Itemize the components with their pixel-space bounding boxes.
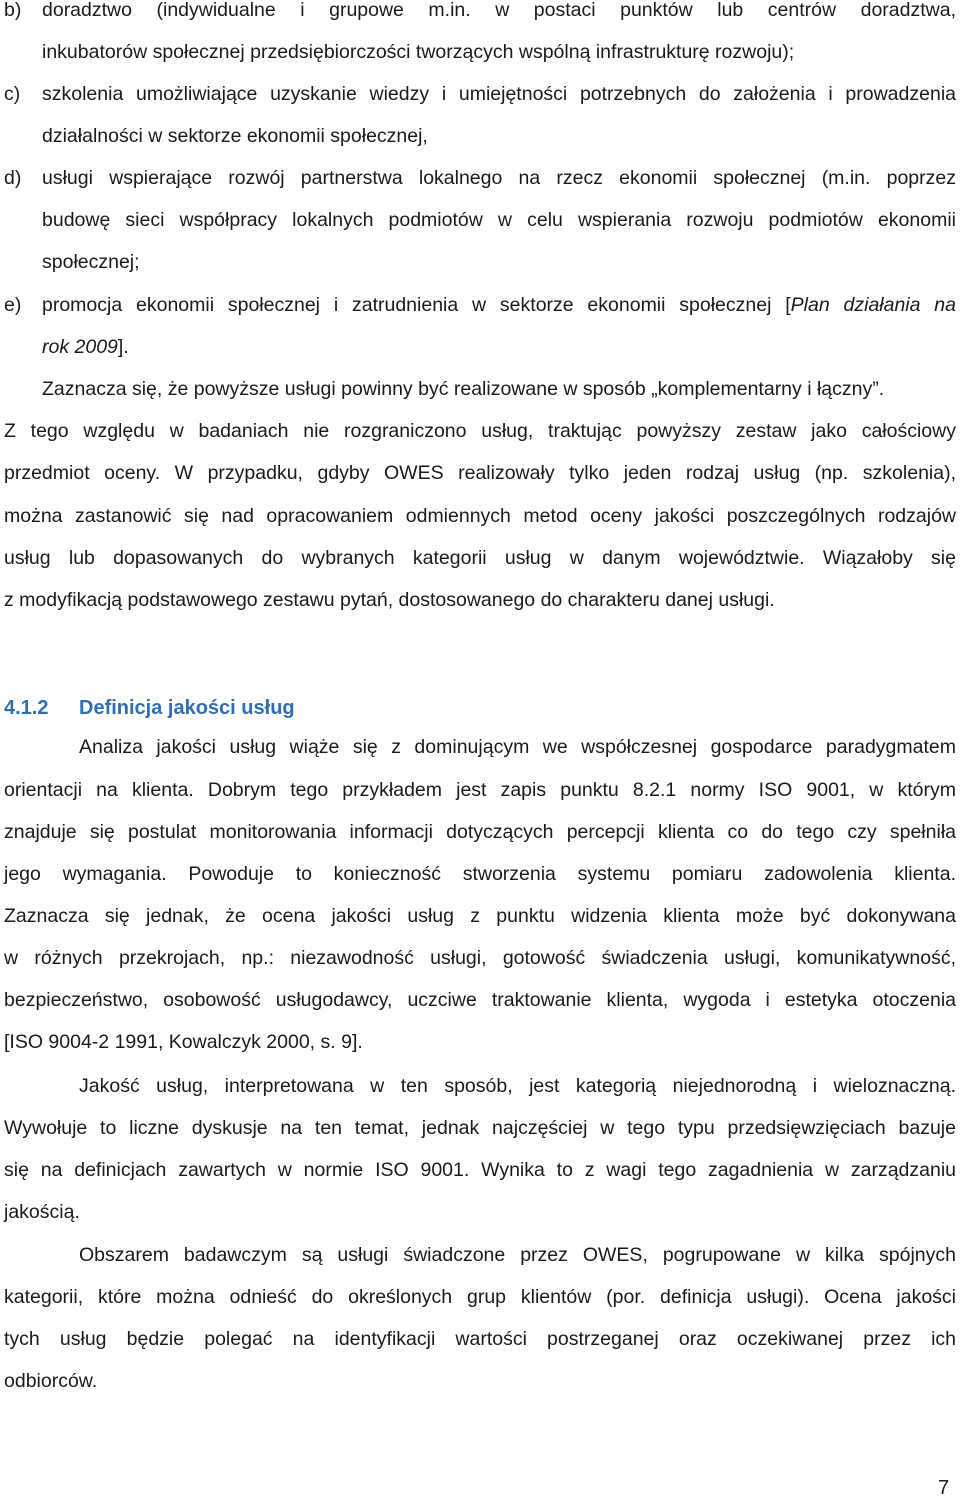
paragraph-line: jakością. (4, 1201, 80, 1223)
list-item-b-line: inkubatorów społecznej przedsiębiorczości tworzących wspólną infrastrukturę rozwoju); (42, 41, 795, 63)
paragraph-line: z modyfikacją podstawowego zestawu pytań, dostosowanego do charakteru danej usługi. (4, 589, 775, 611)
section-heading (4, 695, 295, 721)
paragraph-line: bezpieczeństwo, osobowość usługodawcy, uczciwe traktowanie klienta, wygoda i estetyka otoczenia (4, 989, 956, 1011)
paragraph-line: się na definicjach zawartych w normie ISO 9001. Wynika to z wagi tego zagadnienia w zarządzaniu (4, 1159, 956, 1181)
list-marker-c: c) (4, 83, 21, 105)
list-item-b-line: doradztwo (indywidualne i grupowe m.in. w postaci punktów lub centrów doradztwa, (42, 0, 956, 21)
section-number: 4.1.2 (4, 697, 49, 719)
list-item-c-line: szkolenia umożliwiające uzyskanie wiedzy i umiejętności potrzebnych do założenia i prowadzenia (42, 83, 956, 105)
paragraph-line: Zaznacza się jednak, że ocena jakości usług z punktu widzenia klienta może być dokonywana (4, 905, 956, 927)
page-number: 7 (938, 1477, 950, 1499)
paragraph-line: Z tego względu w badaniach nie rozgraniczono usług, traktując powyższy zestaw jako całościowy (4, 420, 956, 442)
list-item-d-line: społecznej; (42, 251, 140, 273)
list-item-d-line: budowę sieci współpracy lokalnych podmiotów w celu wspierania rozwoju podmiotów ekonomii (42, 209, 956, 231)
list-item-d-line: usługi wspierające rozwój partnerstwa lokalnego na rzecz ekonomii społecznej (m.in. poprzez (42, 167, 956, 189)
paragraph-line: kategorii, które można odnieść do określonych grup klientów (por. definicja usługi). Ocena jakości (4, 1286, 956, 1308)
list-item-e-line (42, 334, 956, 360)
paragraph-line: Wywołuje to liczne dyskusje na ten temat, jednak najczęściej w tego typu przedsięwzięciach bazuje (4, 1117, 956, 1139)
list-item-e-text: promocja ekonomii społecznej i zatrudnienia w sektorze ekonomii społecznej [ (42, 294, 791, 316)
list-item-e-line (42, 292, 956, 318)
paragraph-line: orientacji na klienta. Dobrym tego przykładem jest zapis punktu 8.2.1 normy ISO 9001, w którym (4, 779, 956, 801)
paragraph-line: tych usług będzie polegać na identyfikacji wartości postrzeganej oraz oczekiwanej przez ich (4, 1328, 956, 1350)
list-marker-d: d) (4, 167, 22, 189)
paragraph-line: jego wymagania. Powoduje to konieczność stworzenia systemu pomiaru zadowolenia klienta. (4, 863, 956, 885)
paragraph-line: przedmiot oceny. W przypadku, gdyby OWES realizowały tylko jeden rodzaj usług (np. szkolenia), (4, 462, 956, 484)
citation-italic: Plan działania na (790, 294, 956, 316)
list-marker-e: e) (4, 294, 22, 316)
section-title: Definicja jakości usług (79, 697, 295, 719)
paragraph-line: [ISO 9004-2 1991, Kowalczyk 2000, s. 9]. (4, 1031, 363, 1053)
paragraph-line: Jakość usług, interpretowana w ten sposób, jest kategorią niejednorodną i wieloznaczną. (79, 1075, 956, 1097)
paragraph-line: można zastanowić się nad opracowaniem odmiennych metod oceny jakości poszczególnych rodzajów (4, 505, 956, 527)
list-marker-b: b) (4, 0, 22, 21)
paragraph-line: odbiorców. (4, 1370, 98, 1392)
paragraph-line: Obszarem badawczym są usługi świadczone przez OWES, pogrupowane w kilka spójnych (79, 1244, 956, 1266)
paragraph-line: Analiza jakości usług wiąże się z dominującym we współczesnej gospodarce paradygmatem (79, 736, 956, 758)
list-item-c-line: działalności w sektorze ekonomii społecznej, (42, 125, 428, 147)
paragraph-line: znajduje się postulat monitorowania informacji dotyczących percepcji klienta co do tego czy spełniła (4, 821, 956, 843)
list-item-e-text: ]. (117, 336, 129, 358)
paragraph-line: w różnych przekrojach, np.: niezawodność usługi, gotowość świadczenia usługi, komunikatywność, (4, 947, 956, 969)
citation-italic: rok 2009 (42, 336, 118, 358)
paragraph-line: Zaznacza się, że powyższe usługi powinny być realizowane w sposób „komplementarny i łączny”. (42, 378, 885, 400)
paragraph-line: usług lub dopasowanych do wybranych kategorii usług w danym województwie. Wiązałoby się (4, 547, 956, 569)
